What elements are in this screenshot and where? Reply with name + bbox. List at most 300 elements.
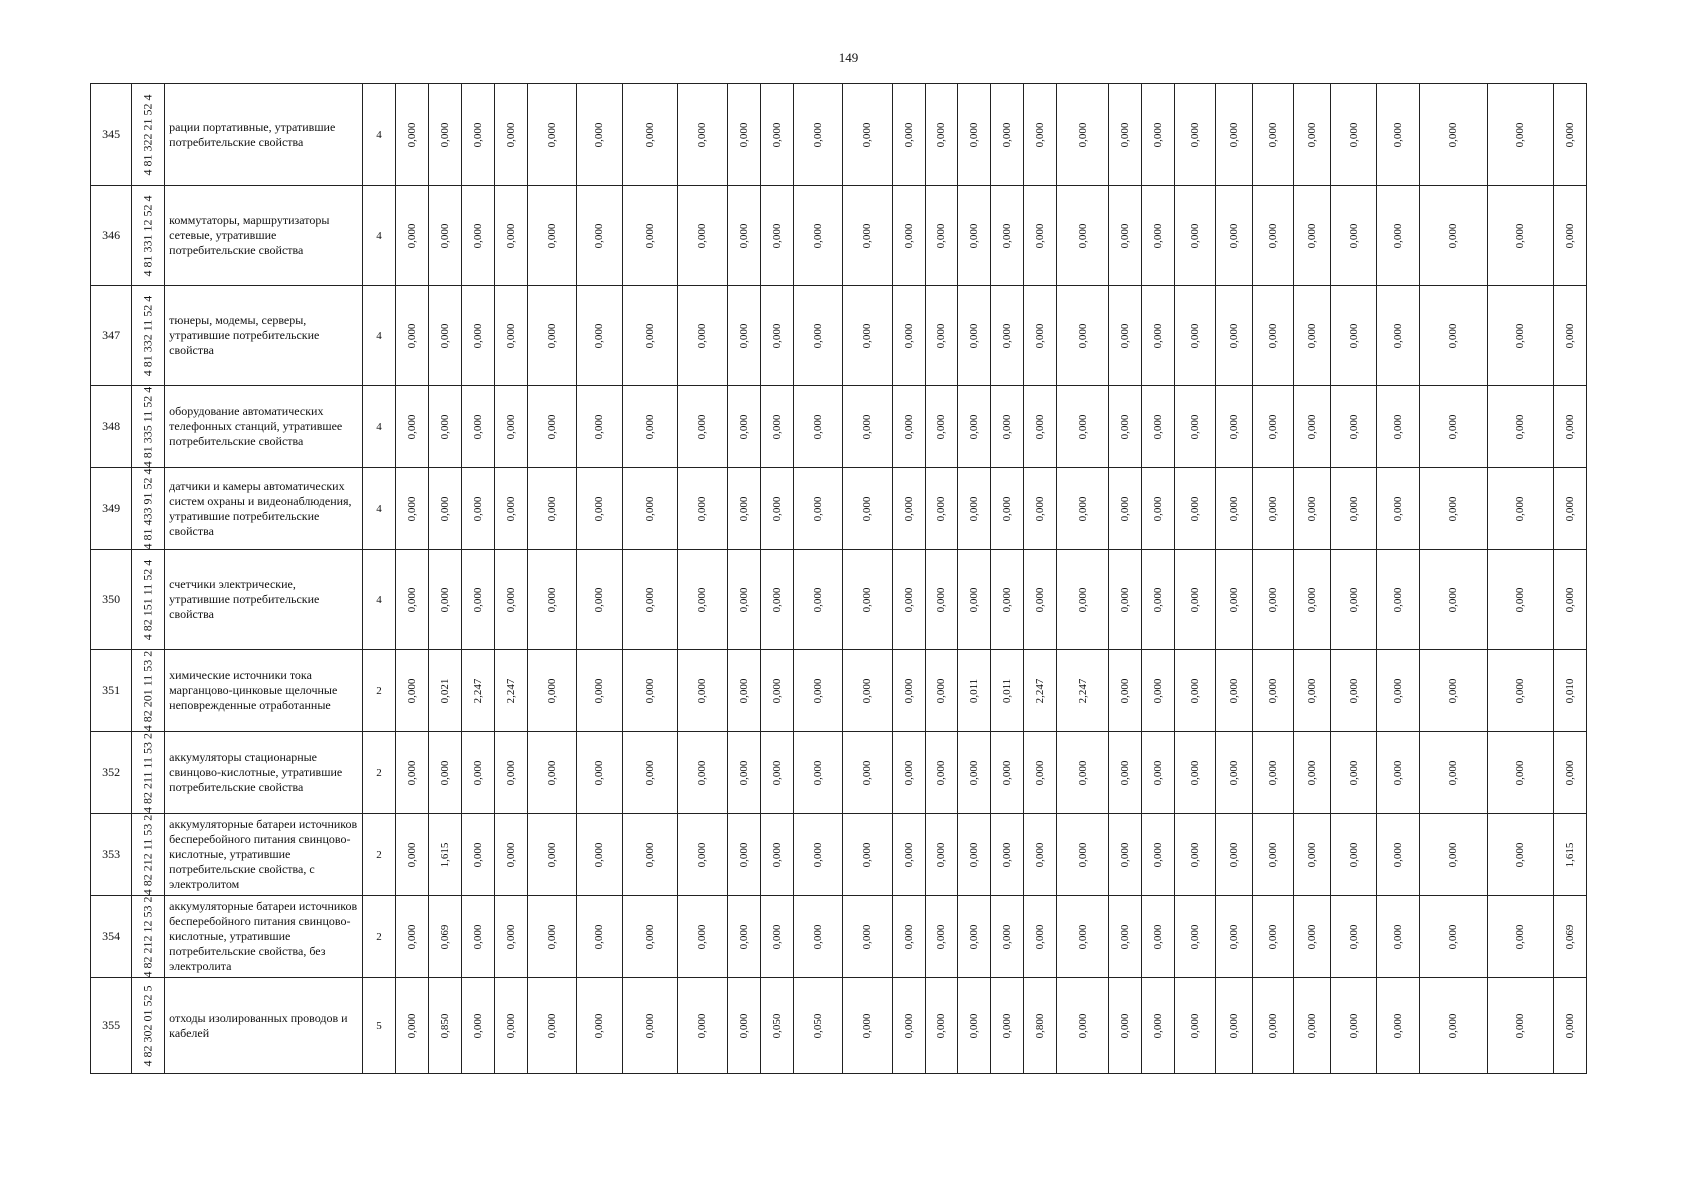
value: 0,000 (1001, 587, 1014, 612)
value-cell (1057, 286, 1109, 386)
value: 0,000 (737, 496, 750, 521)
value: 0,000 (1514, 122, 1527, 147)
value: 0,000 (546, 587, 559, 612)
value-cell (925, 84, 958, 186)
value-cell (958, 186, 991, 286)
value: 0,000 (1447, 122, 1460, 147)
value-cell (925, 286, 958, 386)
value: 2,247 (504, 678, 517, 703)
value: 0,000 (1151, 323, 1164, 348)
value: 0,000 (1118, 223, 1131, 248)
value: 0,000 (1447, 587, 1460, 612)
value: 0,000 (1118, 587, 1131, 612)
value: 0,000 (696, 924, 709, 949)
value-cell (1487, 386, 1553, 468)
value: 0,000 (1347, 587, 1360, 612)
value: 0,000 (1563, 587, 1576, 612)
value: 0,000 (1391, 223, 1404, 248)
value-cell (1553, 386, 1586, 468)
value-cell (843, 550, 892, 650)
value-cell (622, 186, 678, 286)
value-cell (1253, 896, 1294, 978)
value-cell (1376, 286, 1419, 386)
value: 0,000 (643, 223, 656, 248)
value: 0,000 (471, 414, 484, 439)
value-cell (1294, 978, 1331, 1074)
value-cell (577, 468, 622, 550)
value-cell (577, 286, 622, 386)
value: 0,000 (811, 414, 824, 439)
value: 0,000 (1306, 323, 1319, 348)
value: 0,000 (1151, 496, 1164, 521)
value: 0,000 (1076, 760, 1089, 785)
table-row (91, 650, 1587, 732)
value-cell (1216, 550, 1253, 650)
value-cell (1419, 386, 1487, 468)
value-cell (461, 650, 494, 732)
value-cell (622, 732, 678, 814)
hazard-class: 2 (362, 814, 395, 896)
table-row (91, 732, 1587, 814)
value: 0,000 (968, 122, 981, 147)
value: 0,010 (1563, 678, 1576, 703)
value: 0,000 (593, 323, 606, 348)
value-cell (1057, 186, 1109, 286)
value: 0,000 (1034, 924, 1047, 949)
hazard-class: 4 (362, 84, 395, 186)
value-cell (1294, 896, 1331, 978)
value-cell (760, 896, 793, 978)
value: 0,000 (968, 414, 981, 439)
value-cell (793, 550, 842, 650)
value: 0,000 (1228, 678, 1241, 703)
value: 0,000 (1188, 842, 1201, 867)
value: 0,000 (504, 1013, 517, 1038)
value-cell (1331, 386, 1376, 468)
value: 0,000 (861, 678, 874, 703)
value: 0,000 (1514, 323, 1527, 348)
value: 0,000 (696, 1013, 709, 1038)
value-cell (678, 650, 727, 732)
value-cell (1108, 84, 1141, 186)
value-cell (1553, 468, 1586, 550)
value: 0,000 (861, 842, 874, 867)
table-row (91, 896, 1587, 978)
value-cell (760, 978, 793, 1074)
value: 0,000 (1151, 223, 1164, 248)
value-cell (1174, 732, 1215, 814)
waste-code-cell (132, 286, 165, 386)
value: 0,000 (935, 1013, 948, 1038)
table-row (91, 814, 1587, 896)
value-cell (577, 84, 622, 186)
value-cell (793, 650, 842, 732)
value: 0,000 (935, 842, 948, 867)
value-cell (395, 186, 428, 286)
value: 0,000 (1001, 924, 1014, 949)
waste-name: химические источники тока марганцово-цинковые щелочные неповрежденные отработанные (165, 650, 363, 732)
value: 0,000 (737, 760, 750, 785)
value-cell (1141, 186, 1174, 286)
value-cell (760, 84, 793, 186)
value: 2,247 (1034, 678, 1047, 703)
value-cell (991, 84, 1024, 186)
value: 0,000 (546, 414, 559, 439)
value-cell (1487, 732, 1553, 814)
value-cell (1294, 286, 1331, 386)
value: 0,000 (1034, 414, 1047, 439)
value-cell (1108, 386, 1141, 468)
value: 0,000 (593, 496, 606, 521)
value: 0,000 (1118, 924, 1131, 949)
value: 0,000 (1391, 496, 1404, 521)
value: 0,000 (643, 587, 656, 612)
value: 0,000 (643, 678, 656, 703)
hazard-class: 4 (362, 468, 395, 550)
value: 0,000 (546, 1013, 559, 1038)
value: 0,000 (1391, 414, 1404, 439)
value: 0,000 (1228, 223, 1241, 248)
value: 0,000 (1514, 678, 1527, 703)
value-cell (1141, 732, 1174, 814)
value-cell (892, 814, 925, 896)
value-cell (1331, 896, 1376, 978)
value: 0,000 (1188, 122, 1201, 147)
value: 0,000 (935, 760, 948, 785)
waste-code: 4 82 201 11 53 2 (140, 650, 155, 731)
value-cell (843, 732, 892, 814)
value: 0,050 (770, 1013, 783, 1038)
value-cell (428, 814, 461, 896)
waste-name: отходы изолированных проводов и кабелей (165, 978, 363, 1074)
value: 0,000 (1118, 678, 1131, 703)
value: 0,000 (1563, 760, 1576, 785)
value: 0,000 (593, 223, 606, 248)
value: 0,000 (1267, 760, 1280, 785)
value-cell (892, 650, 925, 732)
value: 0,000 (1347, 496, 1360, 521)
value: 0,000 (471, 587, 484, 612)
value-cell (577, 550, 622, 650)
value-cell (1376, 814, 1419, 896)
value-cell (1376, 550, 1419, 650)
value-cell (678, 550, 727, 650)
value-cell (1253, 978, 1294, 1074)
waste-code: 4 81 331 12 52 4 (140, 195, 155, 276)
value-cell (1253, 732, 1294, 814)
value: 0,000 (1514, 587, 1527, 612)
value-cell (428, 84, 461, 186)
value-cell (1174, 550, 1215, 650)
value: 0,000 (1267, 587, 1280, 612)
value: 0,000 (811, 223, 824, 248)
value-cell (1253, 468, 1294, 550)
table-row (91, 468, 1587, 550)
value: 0,000 (1267, 1013, 1280, 1038)
value: 0,000 (737, 323, 750, 348)
value-cell (991, 186, 1024, 286)
value: 0,000 (504, 223, 517, 248)
value: 0,850 (438, 1013, 451, 1038)
value: 1,615 (438, 842, 451, 867)
value: 0,000 (811, 924, 824, 949)
value: 0,000 (1151, 678, 1164, 703)
waste-name: оборудование автоматических телефонных станций, утратившее потребительские свойства (165, 386, 363, 468)
value-cell (577, 896, 622, 978)
value-cell (678, 896, 727, 978)
value-cell (925, 550, 958, 650)
value: 0,000 (504, 760, 517, 785)
table-row (91, 286, 1587, 386)
value-cell (1294, 186, 1331, 286)
value: 0,000 (1034, 223, 1047, 248)
value: 0,000 (471, 760, 484, 785)
value-cell (622, 468, 678, 550)
value-cell (1057, 84, 1109, 186)
value-cell (1331, 650, 1376, 732)
value: 0,000 (1347, 223, 1360, 248)
value-cell (1294, 468, 1331, 550)
value: 0,000 (1514, 924, 1527, 949)
waste-name: тюнеры, модемы, серверы, утратившие потребительские свойства (165, 286, 363, 386)
waste-name: счетчики электрические, утратившие потребительские свойства (165, 550, 363, 650)
value: 0,000 (1267, 323, 1280, 348)
value-cell (1253, 186, 1294, 286)
value: 0,000 (861, 323, 874, 348)
value-cell (494, 468, 527, 550)
value: 0,000 (1563, 1013, 1576, 1038)
value-cell (892, 468, 925, 550)
value-cell (494, 550, 527, 650)
value-cell (760, 386, 793, 468)
waste-table (90, 83, 1587, 1074)
waste-code: 4 81 322 21 52 4 (140, 94, 155, 175)
value-cell (428, 386, 461, 468)
value: 0,000 (968, 760, 981, 785)
value: 0,000 (1347, 323, 1360, 348)
value-cell (494, 286, 527, 386)
value-cell (1419, 650, 1487, 732)
value-cell (1057, 896, 1109, 978)
value-cell (1141, 896, 1174, 978)
value-cell (843, 84, 892, 186)
value: 0,000 (737, 842, 750, 867)
value: 0,000 (811, 678, 824, 703)
value-cell (1331, 84, 1376, 186)
value-cell (1174, 896, 1215, 978)
value: 0,000 (593, 587, 606, 612)
value: 0,050 (811, 1013, 824, 1038)
hazard-class: 4 (362, 286, 395, 386)
waste-code: 4 82 151 11 52 4 (140, 559, 155, 640)
value-cell (494, 650, 527, 732)
value: 0,000 (811, 496, 824, 521)
value: 0,000 (1306, 122, 1319, 147)
value: 0,000 (1306, 924, 1319, 949)
value-cell (1487, 468, 1553, 550)
value: 0,000 (1347, 122, 1360, 147)
value: 0,000 (1118, 842, 1131, 867)
value: 0,000 (1001, 842, 1014, 867)
value: 0,000 (1034, 496, 1047, 521)
value: 0,000 (546, 678, 559, 703)
value: 0,000 (737, 223, 750, 248)
value-cell (843, 468, 892, 550)
value-cell (1294, 550, 1331, 650)
value: 0,000 (405, 760, 418, 785)
value: 0,000 (405, 924, 418, 949)
value-cell (395, 732, 428, 814)
value-cell (428, 896, 461, 978)
value: 0,069 (1563, 924, 1576, 949)
value-cell (892, 186, 925, 286)
value: 0,000 (1306, 414, 1319, 439)
value-cell (1216, 468, 1253, 550)
value: 0,000 (1391, 842, 1404, 867)
value-cell (1024, 732, 1057, 814)
value: 0,000 (1228, 587, 1241, 612)
value-cell (991, 550, 1024, 650)
value: 0,000 (1447, 842, 1460, 867)
value-cell (678, 814, 727, 896)
value: 0,000 (1188, 760, 1201, 785)
value: 0,000 (1151, 122, 1164, 147)
value-cell (678, 732, 727, 814)
value-cell (1376, 650, 1419, 732)
value-cell (760, 468, 793, 550)
value-cell (1294, 732, 1331, 814)
value: 0,000 (1391, 587, 1404, 612)
value: 0,000 (696, 323, 709, 348)
value: 0,000 (1228, 924, 1241, 949)
value: 2,247 (1076, 678, 1089, 703)
value-cell (1294, 650, 1331, 732)
value-cell (991, 896, 1024, 978)
value-cell (1024, 978, 1057, 1074)
value: 0,000 (811, 587, 824, 612)
value-cell (1108, 732, 1141, 814)
value-cell (1331, 186, 1376, 286)
value-cell (1253, 84, 1294, 186)
value-cell (958, 650, 991, 732)
value-cell (1108, 814, 1141, 896)
value-cell (925, 386, 958, 468)
value: 0,000 (861, 587, 874, 612)
value-cell (622, 650, 678, 732)
value: 0,000 (1001, 122, 1014, 147)
value: 0,000 (1151, 587, 1164, 612)
value: 0,000 (1391, 678, 1404, 703)
waste-code-cell (132, 978, 165, 1074)
value: 0,000 (770, 223, 783, 248)
value: 0,000 (643, 760, 656, 785)
value-cell (1024, 286, 1057, 386)
value-cell (494, 978, 527, 1074)
value-cell (527, 386, 576, 468)
value-cell (1108, 896, 1141, 978)
value: 0,000 (935, 496, 948, 521)
value: 0,000 (935, 924, 948, 949)
value: 0,000 (593, 678, 606, 703)
table-row (91, 84, 1587, 186)
waste-code-cell (132, 896, 165, 978)
value-cell (1253, 286, 1294, 386)
value: 0,000 (504, 842, 517, 867)
value: 0,000 (1188, 414, 1201, 439)
value: 0,000 (902, 496, 915, 521)
row-number: 347 (91, 286, 132, 386)
value: 0,000 (861, 122, 874, 147)
value-cell (1419, 550, 1487, 650)
hazard-class: 5 (362, 978, 395, 1074)
value-cell (1024, 468, 1057, 550)
value: 0,000 (405, 496, 418, 521)
value: 0,000 (1228, 122, 1241, 147)
value-cell (622, 84, 678, 186)
value: 0,000 (1001, 223, 1014, 248)
value-cell (1376, 386, 1419, 468)
value-cell (1024, 896, 1057, 978)
value-cell (1294, 814, 1331, 896)
value-cell (622, 814, 678, 896)
value-cell (991, 386, 1024, 468)
value-cell (1553, 286, 1586, 386)
value: 0,000 (1563, 414, 1576, 439)
value-cell (843, 186, 892, 286)
value-cell (1419, 978, 1487, 1074)
value-cell (527, 186, 576, 286)
value: 0,000 (861, 1013, 874, 1038)
waste-name: аккумуляторы стационарные свинцово-кислотные, утратившие потребительские свойства (165, 732, 363, 814)
value: 0,000 (902, 678, 915, 703)
value-cell (622, 286, 678, 386)
value-cell (843, 978, 892, 1074)
value-cell (793, 84, 842, 186)
value-cell (1487, 186, 1553, 286)
value-cell (461, 732, 494, 814)
row-number: 350 (91, 550, 132, 650)
value-cell (1553, 814, 1586, 896)
value-cell (395, 550, 428, 650)
value-cell (1174, 386, 1215, 468)
value-cell (527, 732, 576, 814)
value: 0,000 (1447, 760, 1460, 785)
waste-code-cell (132, 550, 165, 650)
value: 0,000 (546, 496, 559, 521)
value-cell (958, 386, 991, 468)
value: 0,000 (1188, 496, 1201, 521)
value-cell (1253, 386, 1294, 468)
row-number: 354 (91, 896, 132, 978)
value: 0,000 (902, 122, 915, 147)
value-cell (527, 286, 576, 386)
value-cell (727, 896, 760, 978)
value-cell (395, 286, 428, 386)
value-cell (958, 814, 991, 896)
value-cell (727, 650, 760, 732)
value: 0,000 (471, 842, 484, 867)
value: 0,000 (968, 842, 981, 867)
value: 0,000 (1034, 842, 1047, 867)
value: 0,000 (968, 924, 981, 949)
value-cell (892, 896, 925, 978)
value: 0,000 (935, 323, 948, 348)
value: 0,000 (935, 223, 948, 248)
value: 0,000 (438, 760, 451, 785)
value-cell (1141, 814, 1174, 896)
value-cell (1419, 732, 1487, 814)
hazard-class: 2 (362, 732, 395, 814)
